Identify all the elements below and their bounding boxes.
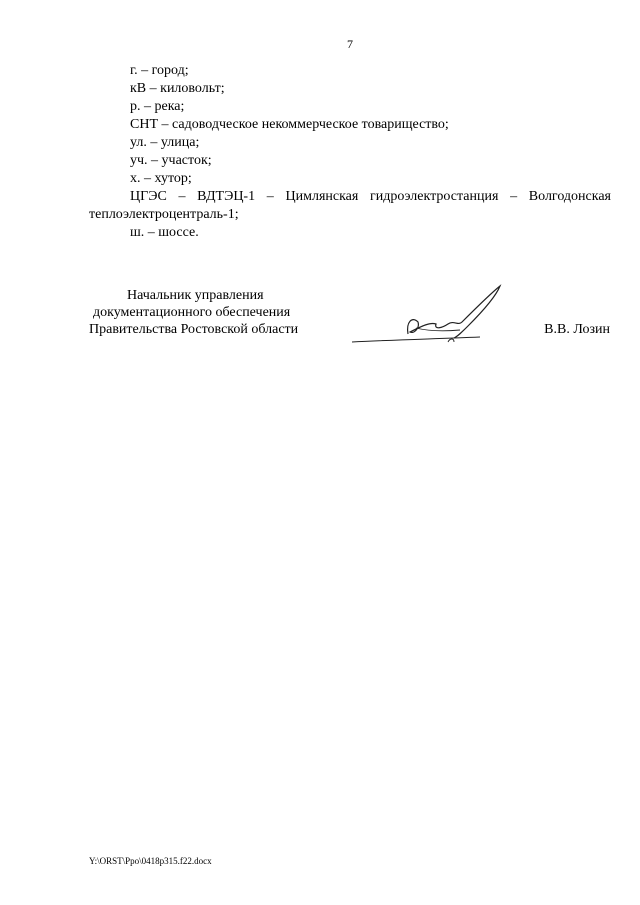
handwritten-signature (350, 282, 510, 352)
signatory-title-line: Начальник управления (127, 288, 264, 303)
page-number: 7 (347, 37, 353, 51)
abbreviation-list (89, 62, 611, 242)
list-item: кВ – киловольт; (130, 81, 225, 96)
signatory-title-line: Правительства Ростовской области (89, 322, 299, 337)
list-item: р. – река; (130, 99, 185, 114)
list-item: уч. – участок; (130, 153, 212, 168)
list-item: г. – город; (130, 63, 189, 78)
list-item: СНТ – садоводческое некоммерческое товарищество; (130, 117, 449, 132)
signatory-title (89, 287, 298, 338)
list-item: ул. – улица; (130, 135, 200, 150)
signatory-title-line: документационного обеспечения (93, 305, 291, 320)
file-path: Y:\ORST\Ppo\0418p315.f22.docx (89, 856, 212, 866)
list-item: х. – хутор; (130, 171, 192, 186)
signatory-name: В.В. Лозин (544, 322, 610, 337)
list-item: ш. – шоссе. (130, 225, 199, 240)
list-item: ЦГЭС – ВДТЭЦ-1 – Цимлянская гидроэлектростанция – Волгодонская теплоэлектроцентраль-1; (89, 189, 611, 222)
